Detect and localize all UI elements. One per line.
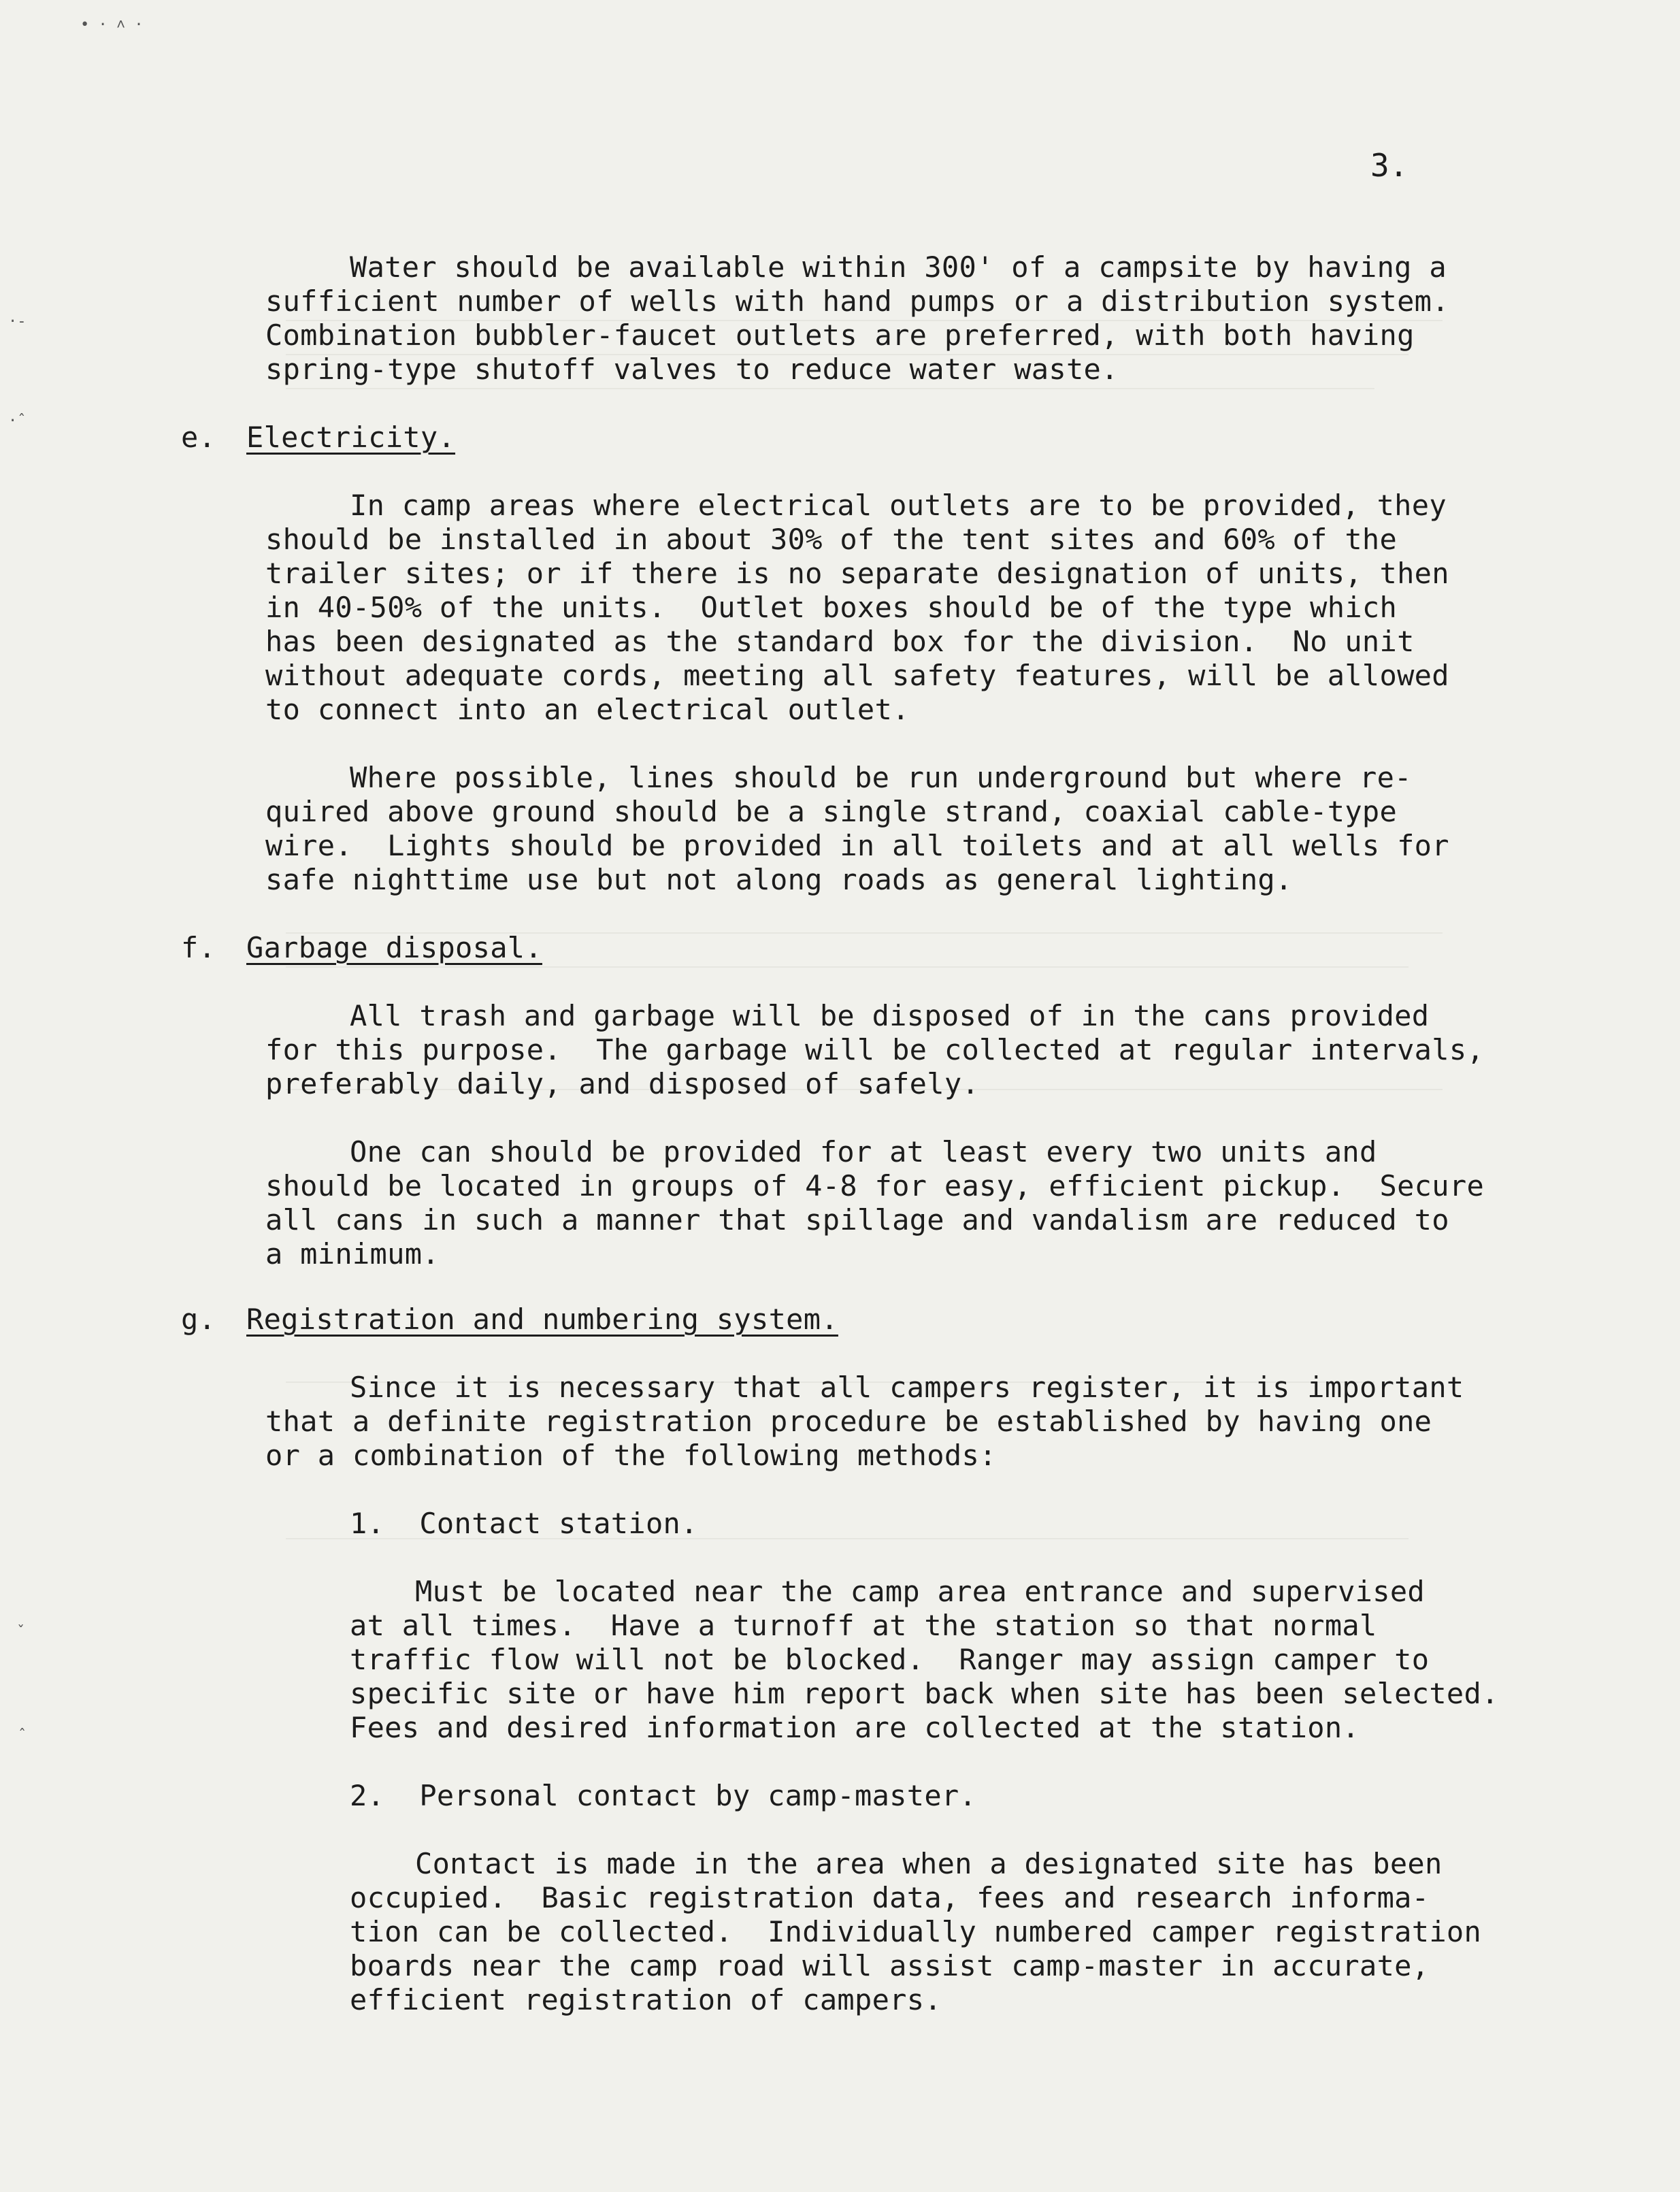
section-letter-f: f. — [181, 931, 216, 964]
item-1-line: Fees and desired information are collected at the station. — [350, 1711, 1360, 1744]
garbage-heading: Garbage disposal. — [246, 931, 542, 964]
registration-line: or a combination of the following methods: — [265, 1439, 997, 1472]
bleed-through — [286, 966, 1409, 968]
electricity-line: should be installed in about 30% of the tent sites and 60% of the — [265, 523, 1398, 556]
garbage-line: all cans in such a manner that spillage and vandalism are reduced to — [265, 1203, 1449, 1237]
electricity-line: has been designated as the standard box for the division. No unit — [265, 625, 1415, 658]
garbage-line: should be located in groups of 4-8 for easy, efficient pickup. Secure — [265, 1169, 1485, 1203]
registration-line: that a definite registration procedure be established by having one — [265, 1405, 1432, 1438]
registration-line: Since it is necessary that all campers register, it is important — [350, 1371, 1464, 1404]
page-number: 3. — [1370, 147, 1409, 184]
garbage-line: preferably daily, and disposed of safely. — [265, 1067, 980, 1100]
item-1-line: traffic flow will not be blocked. Ranger may assign camper to — [350, 1643, 1430, 1676]
water-line: spring-type shutoff valves to reduce water waste. — [265, 353, 1119, 386]
section-letter-e: e. — [181, 421, 216, 454]
item-1-line: at all times. Have a turnoff at the station so that normal — [350, 1609, 1377, 1642]
registration-heading: Registration and numbering system. — [246, 1303, 838, 1336]
electricity-line: quired above ground should be a single strand, coaxial cable-type — [265, 795, 1398, 828]
item-2-line: Contact is made in the area when a designated site has been — [415, 1847, 1443, 1880]
electricity-heading: Electricity. — [246, 421, 456, 454]
corner-marks: • · ˄ · — [80, 16, 144, 33]
garbage-line: All trash and garbage will be disposed of in the cans provided — [350, 999, 1430, 1032]
electricity-line: trailer sites; or if there is no separate designation of units, then — [265, 557, 1449, 590]
garbage-line: for this purpose. The garbage will be collected at regular intervals, — [265, 1033, 1485, 1066]
margin-mark: ·‑ — [8, 313, 27, 330]
margin-mark: ˇ — [16, 1624, 26, 1641]
item-2-title: 2. Personal contact by camp-master. — [350, 1779, 977, 1812]
electricity-line: Where possible, lines should be run underground but where re- — [350, 761, 1412, 794]
garbage-line: a minimum. — [265, 1237, 440, 1271]
item-2-line: occupied. Basic registration data, fees and research informa- — [350, 1881, 1430, 1914]
garbage-line: One can should be provided for at least every two units and — [350, 1135, 1377, 1168]
bleed-through — [286, 388, 1374, 389]
electricity-line: safe nighttime use but not along roads as general lighting. — [265, 863, 1293, 896]
item-2-line: boards near the camp road will assist camp-master in accurate, — [350, 1949, 1430, 1982]
margin-mark: ·ˆ — [8, 412, 27, 429]
electricity-line: wire. Lights should be provided in all toilets and at all wells for — [265, 829, 1449, 862]
margin-mark: ˆ — [18, 1727, 27, 1744]
water-line: Water should be available within 300' of a campsite by having a — [350, 250, 1447, 284]
water-line: Combination bubbler-faucet outlets are preferred, with both having — [265, 318, 1415, 352]
section-letter-g: g. — [181, 1303, 216, 1336]
electricity-line: In camp areas where electrical outlets are to be provided, they — [350, 489, 1447, 522]
electricity-line: without adequate cords, meeting all safety features, will be allowed — [265, 659, 1449, 692]
water-line: sufficient number of wells with hand pumps or a distribution system. — [265, 284, 1449, 318]
item-1-title: 1. Contact station. — [350, 1507, 698, 1540]
item-2-line: efficient registration of campers. — [350, 1983, 942, 2016]
item-1-line: specific site or have him report back when site has been selected. — [350, 1677, 1499, 1710]
electricity-line: in 40-50% of the units. Outlet boxes should be of the type which — [265, 591, 1398, 624]
item-1-line: Must be located near the camp area entrance and supervised — [415, 1575, 1425, 1608]
electricity-line: to connect into an electrical outlet. — [265, 693, 910, 726]
item-2-line: tion can be collected. Individually numbered camper registration — [350, 1915, 1482, 1948]
